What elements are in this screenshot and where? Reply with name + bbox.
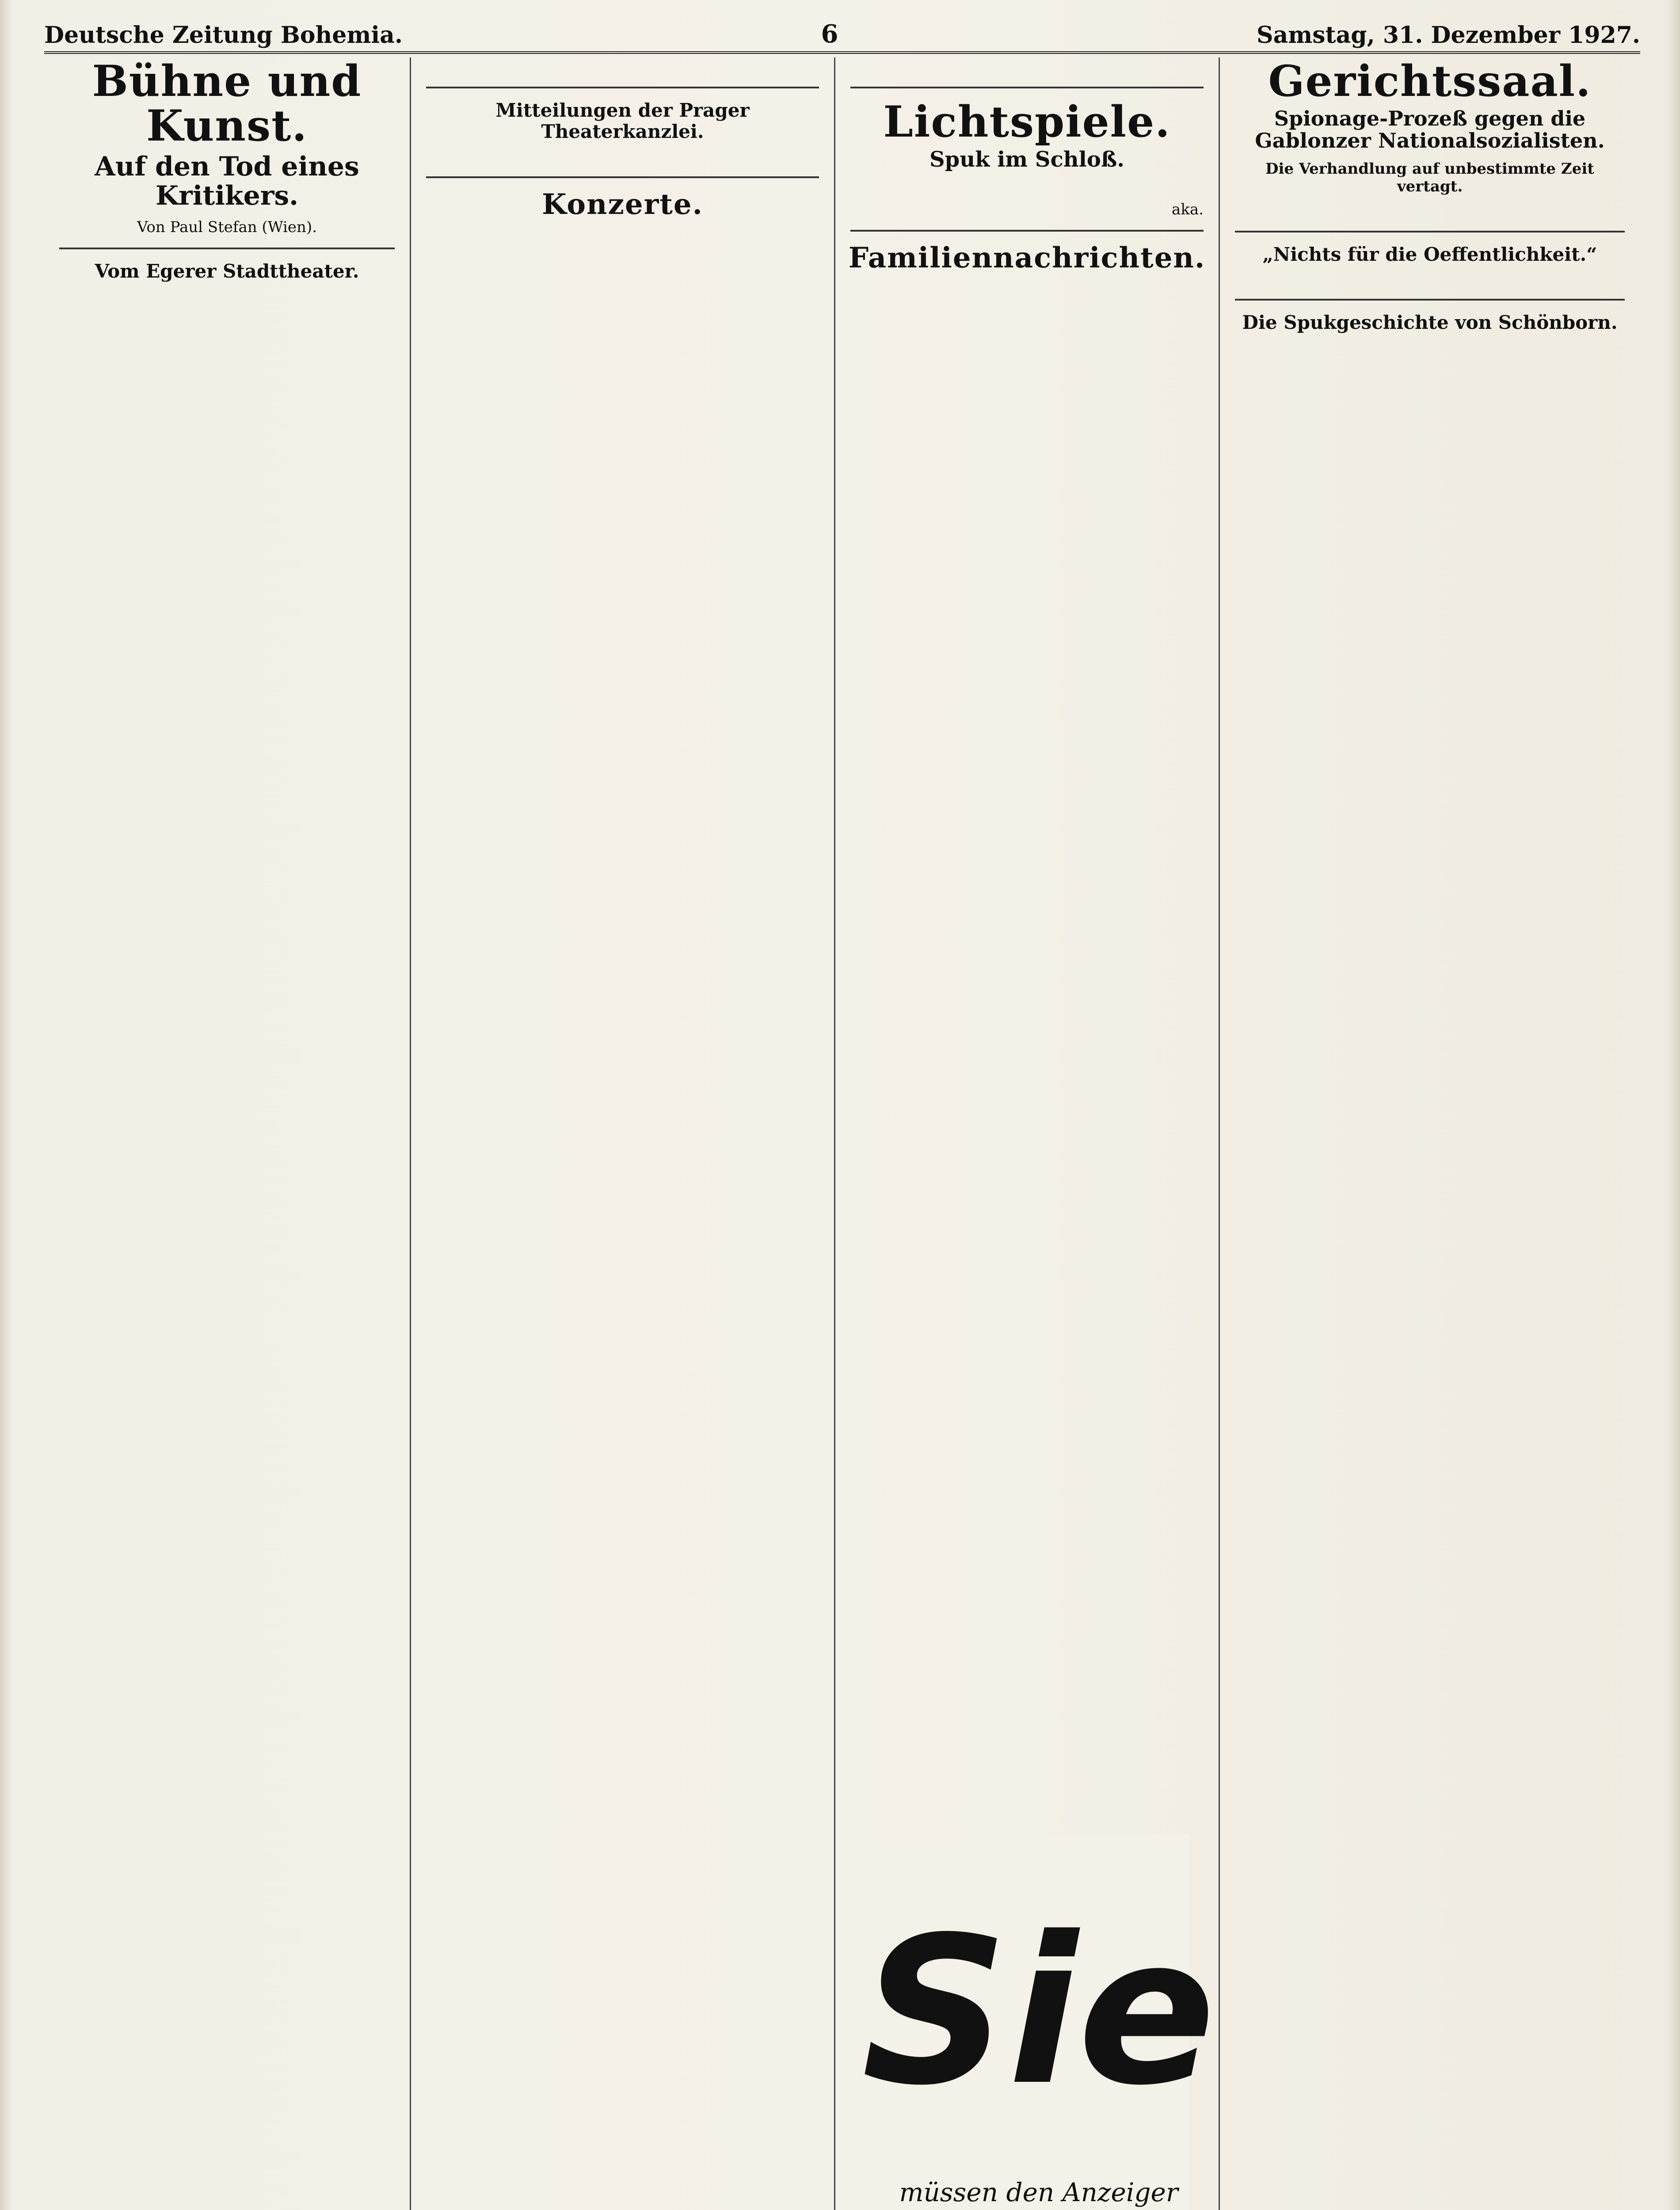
theater-heading: Vom Egerer Stadttheater. [95,260,359,282]
masthead-date: Samstag, 31. Dezember 1927. [1257,22,1640,49]
familien-text [846,276,1208,294]
oeffentlich-heading: „Nichts für die Oeffentlichkeit.“ [1262,243,1597,265]
column-2 [411,57,835,2210]
divider [426,87,819,88]
divider [426,176,819,178]
lichtspiele-heading: Lichtspiele. [883,97,1171,147]
radio-text [846,57,1208,75]
oeffentlich-text [1230,270,1629,287]
section-title-buehne: Bühne und Kunst. [92,56,362,151]
page-number: 6 [821,19,838,49]
masthead-title: Deutsche Zeitung Bohemia. [44,22,403,49]
konzerte-text [422,223,823,240]
lichtspiele-text [846,179,1208,197]
column-4 [1220,57,1640,2210]
gericht-article-title: Spionage-Prozeß gegen die Gablonzer Nationalsozialisten. [1255,106,1605,153]
spuk-heading: Die Spukgeschichte von Schönborn. [1242,312,1618,334]
spuk-text [1230,338,1629,356]
masthead [44,8,1640,54]
divider [850,230,1204,232]
kanzlei-text [422,147,823,165]
gericht-text [1230,202,1629,219]
divider [1235,299,1625,301]
lichtspiele-subheading: Spuk im Schloß. [929,147,1125,172]
divider [850,87,1204,88]
byline: Von Paul Stefan (Wien). [137,218,317,236]
column-1 [44,57,411,2210]
lichtspiele-signature: aka. [1172,200,1204,218]
konzerte-heading: Konzerte. [542,187,703,221]
intro-text [422,57,823,75]
ad-line-1: müssen den Anzeiger [899,2177,1178,2207]
kanzlei-heading: Mitteilungen der Prager Theaterkanzlei. [495,99,750,143]
familien-heading: Familiennachrichten. [848,241,1206,274]
divider [59,248,395,249]
gericht-subtitle: Die Verhandlung auf unbestimmte Zeit vertagt. [1265,160,1594,195]
theater-text [55,286,399,304]
advertisement [861,1834,1216,2210]
ad-artwork [861,1834,1216,2210]
divider [1235,231,1625,232]
section-title-gericht: Gerichtssaal. [1268,56,1592,106]
article-title: Auf den Tod eines Kritikers. [95,151,359,211]
ad-headline: Sie [861,1894,1216,2130]
